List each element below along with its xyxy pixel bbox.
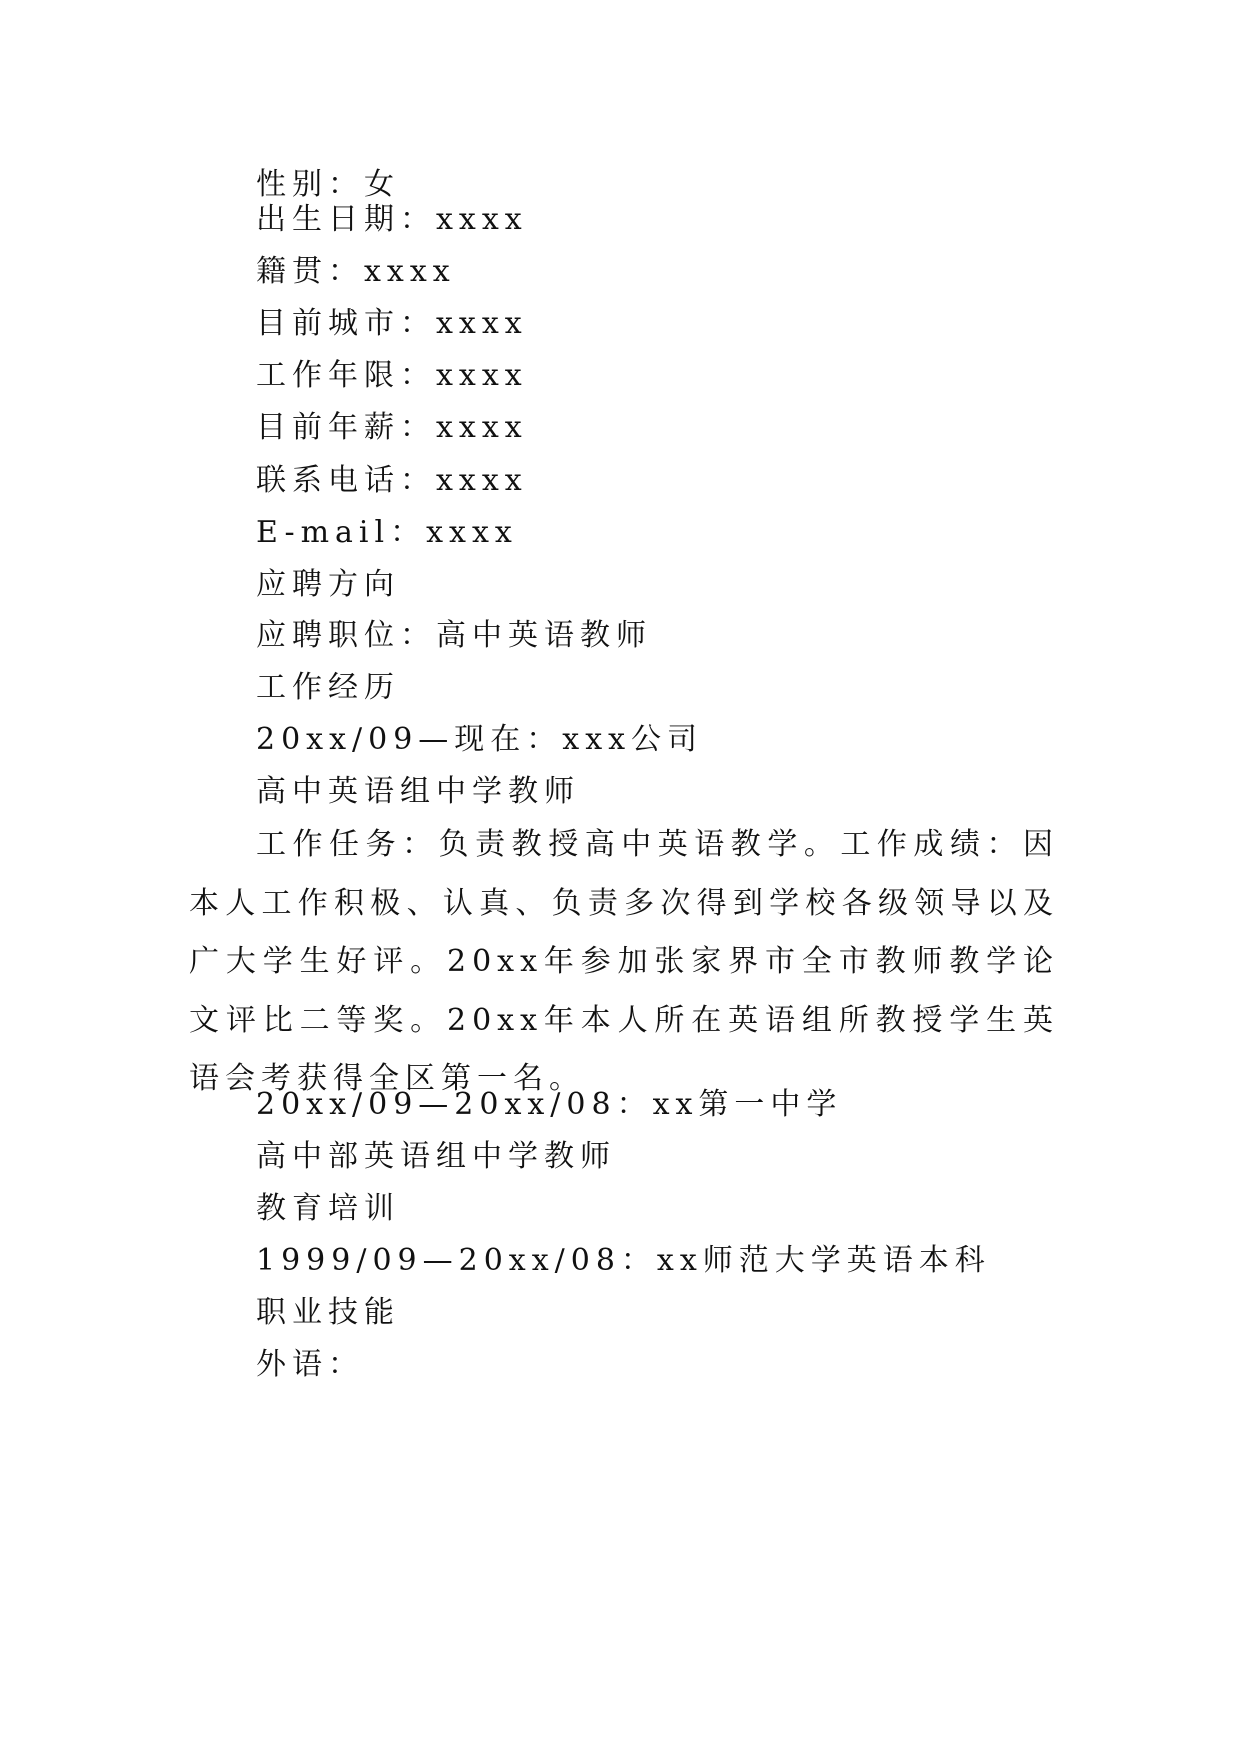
job-title-line: 高中英语组中学教师 — [256, 774, 580, 809]
phone-line: 联系电话：xxxx — [256, 463, 528, 498]
previous-job-period-line: 20xx/09—20xx/08：xx第一中学 — [256, 1087, 843, 1122]
section-heading-education: 教育培训 — [256, 1191, 400, 1226]
previous-job-title-line: 高中部英语组中学教师 — [256, 1139, 616, 1174]
salary-line: 目前年薪：xxxx — [256, 410, 528, 445]
gender-line: 性别：女 — [256, 167, 400, 202]
current-city-line: 目前城市：xxxx — [256, 306, 528, 341]
section-heading-job-intent: 应聘方向 — [256, 567, 400, 602]
email-line: E-mail：xxxx — [256, 515, 518, 550]
position-line: 应聘职位：高中英语教师 — [256, 618, 652, 653]
hometown-line: 籍贯：xxxx — [256, 254, 456, 289]
job-description-paragraph: 工作任务：负责教授高中英语教学。工作成绩：因本人工作积极、认真、负责多次得到学校各级领导以及广大学生好评。20xx年参加张家界市全市教师教学论文评比二等奖。20xx年本人所在英语组所教授学生英语会考获得全区第一名。 — [189, 827, 1059, 1096]
work-years-line: 工作年限：xxxx — [256, 358, 528, 393]
birthdate-line: 出生日期：xxxx — [256, 202, 528, 237]
job-period-line: 20xx/09—现在：xxx公司 — [256, 722, 704, 757]
language-skill-line: 外语： — [256, 1347, 364, 1382]
education-line: 1999/09—20xx/08：xx师范大学英语本科 — [256, 1243, 991, 1278]
section-heading-skills: 职业技能 — [256, 1295, 400, 1330]
section-heading-work-experience: 工作经历 — [256, 670, 400, 705]
